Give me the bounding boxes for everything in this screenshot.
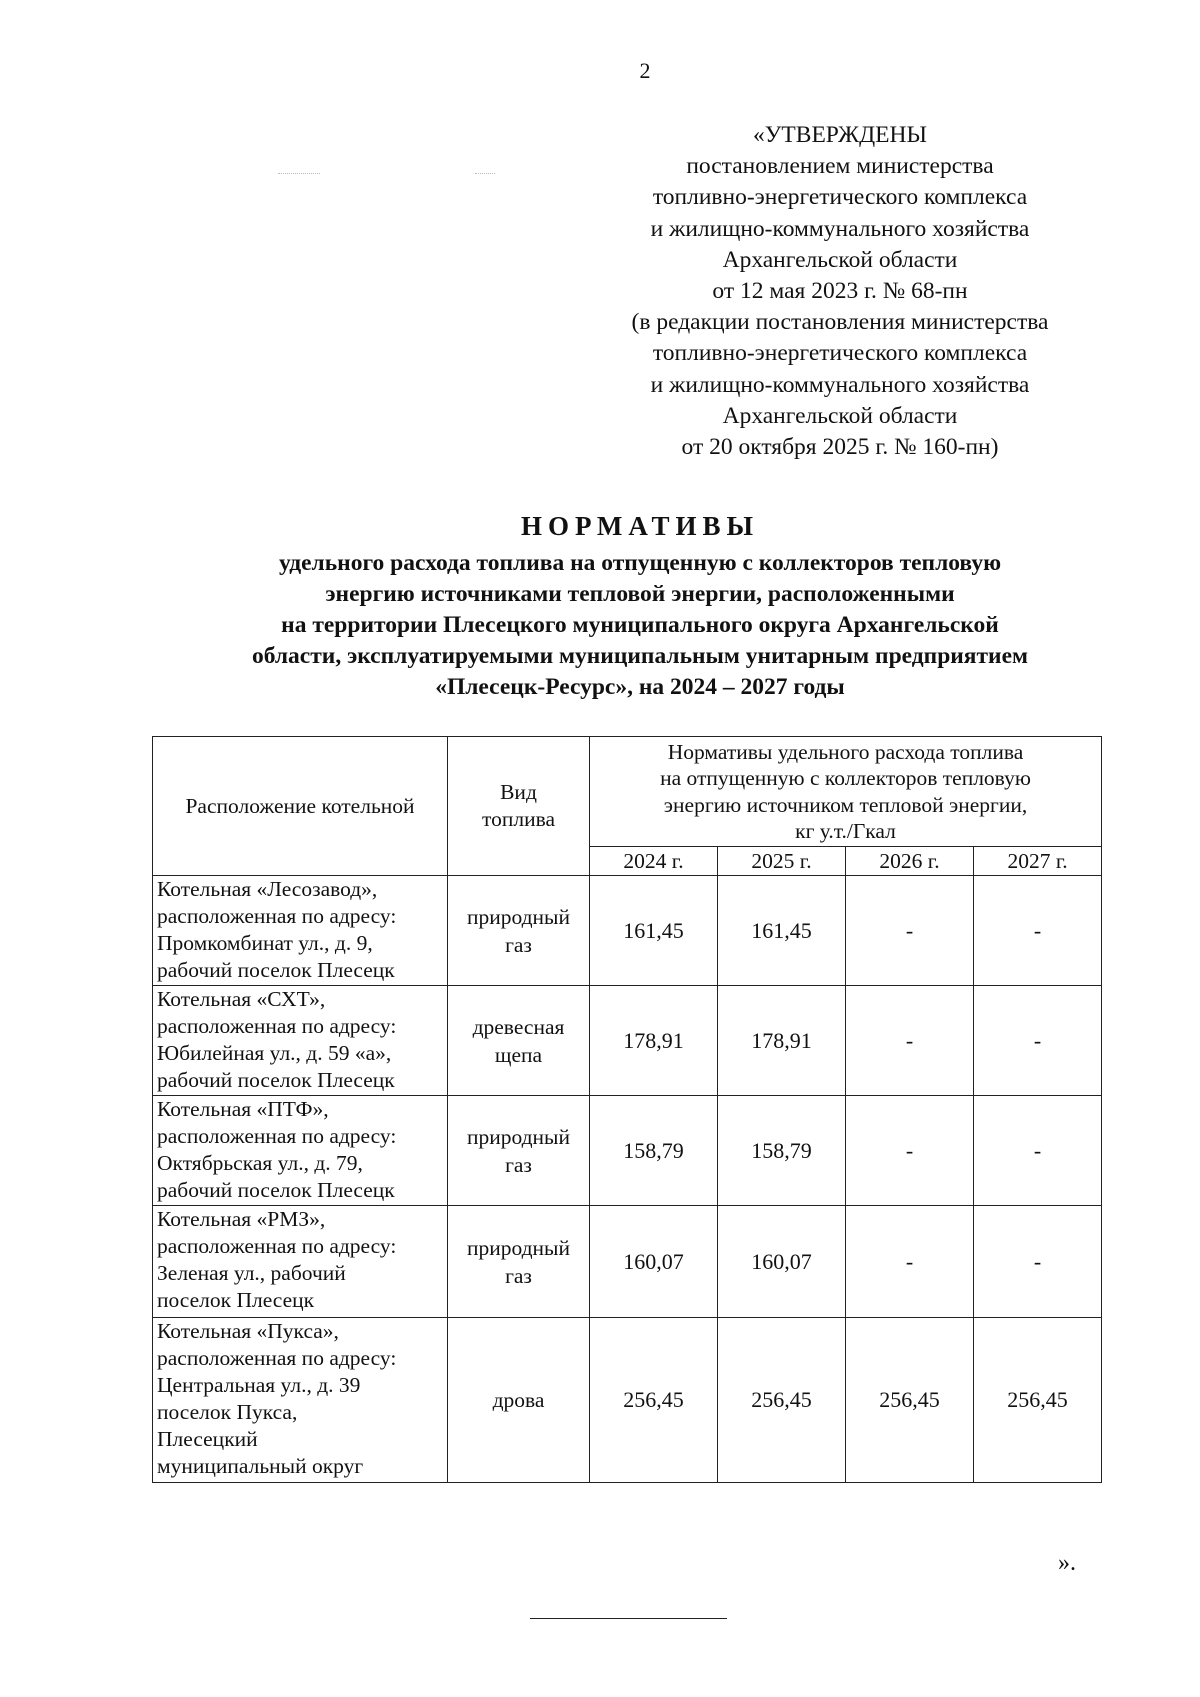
location-line: Промкомбинат ул., д. 9, xyxy=(157,931,373,955)
location-line: поселок Пукса, xyxy=(157,1400,298,1424)
fuel-line: природный xyxy=(466,1124,571,1149)
header-location: Расположение котельной xyxy=(153,737,448,876)
approval-line: от 20 октября 2025 г. № 160-пн) xyxy=(681,434,999,461)
closing-quote-mark: ». xyxy=(1058,1550,1076,1576)
header-fuel-line: топлива xyxy=(481,807,555,831)
header-norms-line: на отпущенную с коллекторов тепловую xyxy=(660,766,1031,790)
table-row xyxy=(153,876,1102,986)
cell-value-2027: - xyxy=(974,876,1102,986)
location-line: Центральная ул., д. 39 xyxy=(157,1373,361,1397)
cell-value-2025: 256,45 xyxy=(718,1318,846,1483)
document-subtitle xyxy=(150,548,1130,703)
cell-value-2024: 256,45 xyxy=(590,1318,718,1483)
document-title: НОРМАТИВЫ xyxy=(520,511,760,541)
cell-value-2025: 161,45 xyxy=(718,876,846,986)
location-line: рабочий поселок Плесецк xyxy=(157,1068,395,1092)
fuel-line: щепа xyxy=(494,1042,543,1067)
cell-value-2025: 178,91 xyxy=(718,986,846,1096)
approval-line: и жилищно-коммунального хозяйства xyxy=(650,215,1030,242)
fuel-line: древесная xyxy=(472,1014,565,1039)
cell-value-2025: 158,79 xyxy=(718,1096,846,1206)
document-heading xyxy=(150,508,1130,703)
table-header-row xyxy=(153,737,1102,847)
header-norms-line: кг у.т./Гкал xyxy=(795,819,896,843)
header-norms xyxy=(590,737,1102,847)
approval-line: постановлением министерства xyxy=(686,153,994,180)
location-line: расположенная по адресу: xyxy=(157,1124,397,1148)
approval-line: топливно-энергетического комплекса xyxy=(652,184,1028,211)
cell-value-2024: 178,91 xyxy=(590,986,718,1096)
approval-line: «УТВЕРЖДЕНЫ xyxy=(753,122,927,148)
subtitle-line: «Плесецк-Ресурс», на 2024 – 2027 годы xyxy=(435,674,845,700)
header-norms-line: Нормативы удельного расхода топлива xyxy=(667,739,1024,764)
cell-value-2025: 160,07 xyxy=(718,1206,846,1318)
cell-value-2024: 161,45 xyxy=(590,876,718,986)
cell-value-2027: - xyxy=(974,986,1102,1096)
cell-fuel xyxy=(448,1318,590,1483)
header-year: 2026 г. xyxy=(846,847,974,876)
location-line: рабочий поселок Плесецк xyxy=(157,958,395,982)
cell-value-2026: 256,45 xyxy=(846,1318,974,1483)
cell-location xyxy=(153,1318,448,1483)
location-line: Плесецкий xyxy=(157,1427,258,1451)
cell-value-2027: 256,45 xyxy=(974,1318,1102,1483)
subtitle-line: энергию источниками тепловой энергии, расположенными xyxy=(325,581,955,607)
scan-artifact xyxy=(278,173,320,174)
table-row xyxy=(153,1096,1102,1206)
cell-value-2026: - xyxy=(846,876,974,986)
table-row xyxy=(153,1206,1102,1318)
location-line: расположенная по адресу: xyxy=(157,904,397,928)
approval-line: и жилищно-коммунального хозяйства xyxy=(650,371,1030,398)
header-fuel xyxy=(448,737,590,876)
fuel-line: газ xyxy=(505,1263,532,1288)
table-row xyxy=(153,1318,1102,1483)
location-line: Котельная «РМЗ», xyxy=(157,1207,326,1231)
approval-line: топливно-энергетического комплекса xyxy=(652,340,1028,367)
cell-value-2026: - xyxy=(846,1096,974,1206)
cell-value-2024: 160,07 xyxy=(590,1206,718,1318)
approval-line: Архангельской области xyxy=(722,246,958,273)
location-line: расположенная по адресу: xyxy=(157,1014,397,1038)
cell-location xyxy=(153,876,448,986)
scan-artifact xyxy=(475,173,495,174)
norms-table xyxy=(152,736,1102,1483)
subtitle-line: области, эксплуатируемыми муниципальным унитарным предприятием xyxy=(251,643,1029,669)
location-line: Зеленая ул., рабочий xyxy=(157,1261,346,1285)
location-line: поселок Плесецк xyxy=(157,1288,315,1312)
cell-fuel xyxy=(448,986,590,1096)
location-line: Котельная «Пукса», xyxy=(157,1319,339,1343)
location-line: расположенная по адресу: xyxy=(157,1346,397,1370)
header-year: 2025 г. xyxy=(718,847,846,876)
subtitle-line: удельного расхода топлива на отпущенную с коллекторов тепловую xyxy=(278,550,1002,576)
location-line: Котельная «ПТФ», xyxy=(157,1097,329,1121)
fuel-line: дрова xyxy=(492,1388,545,1412)
location-line: расположенная по адресу: xyxy=(157,1234,397,1258)
subtitle-line: на территории Плесецкого муниципального округа Архангельской xyxy=(281,612,999,638)
fuel-line: природный xyxy=(466,904,571,929)
header-year: 2027 г. xyxy=(974,847,1102,876)
cell-location xyxy=(153,986,448,1096)
location-line: Котельная «СХТ», xyxy=(157,987,326,1011)
location-line: Октябрьская ул., д. 79, xyxy=(157,1151,363,1175)
cell-fuel xyxy=(448,876,590,986)
approval-line: (в редакции постановления министерства xyxy=(631,309,1049,336)
cell-value-2026: - xyxy=(846,986,974,1096)
page-number: 2 xyxy=(639,58,651,83)
fuel-line: газ xyxy=(505,932,532,957)
end-rule xyxy=(530,1618,727,1619)
header-year: 2024 г. xyxy=(590,847,718,876)
cell-value-2027: - xyxy=(974,1206,1102,1318)
cell-value-2026: - xyxy=(846,1206,974,1318)
table-row xyxy=(153,986,1102,1096)
location-line: муниципальный округ xyxy=(157,1454,364,1478)
approval-block xyxy=(590,120,1090,463)
cell-fuel xyxy=(448,1096,590,1206)
header-norms-line: энергию источником тепловой энергии, xyxy=(663,792,1028,817)
cell-value-2027: - xyxy=(974,1096,1102,1206)
location-line: рабочий поселок Плесецк xyxy=(157,1178,395,1202)
header-fuel-line: Вид xyxy=(500,780,537,804)
cell-location xyxy=(153,1096,448,1206)
location-line: Юбилейная ул., д. 59 «а», xyxy=(157,1041,392,1065)
cell-location xyxy=(153,1206,448,1318)
cell-value-2024: 158,79 xyxy=(590,1096,718,1206)
fuel-line: природный xyxy=(466,1235,571,1260)
approval-line: Архангельской области xyxy=(722,402,958,429)
approval-line: от 12 мая 2023 г. № 68-пн xyxy=(712,278,968,305)
location-line: Котельная «Лесозавод», xyxy=(157,877,378,901)
fuel-line: газ xyxy=(505,1152,532,1177)
cell-fuel xyxy=(448,1206,590,1318)
